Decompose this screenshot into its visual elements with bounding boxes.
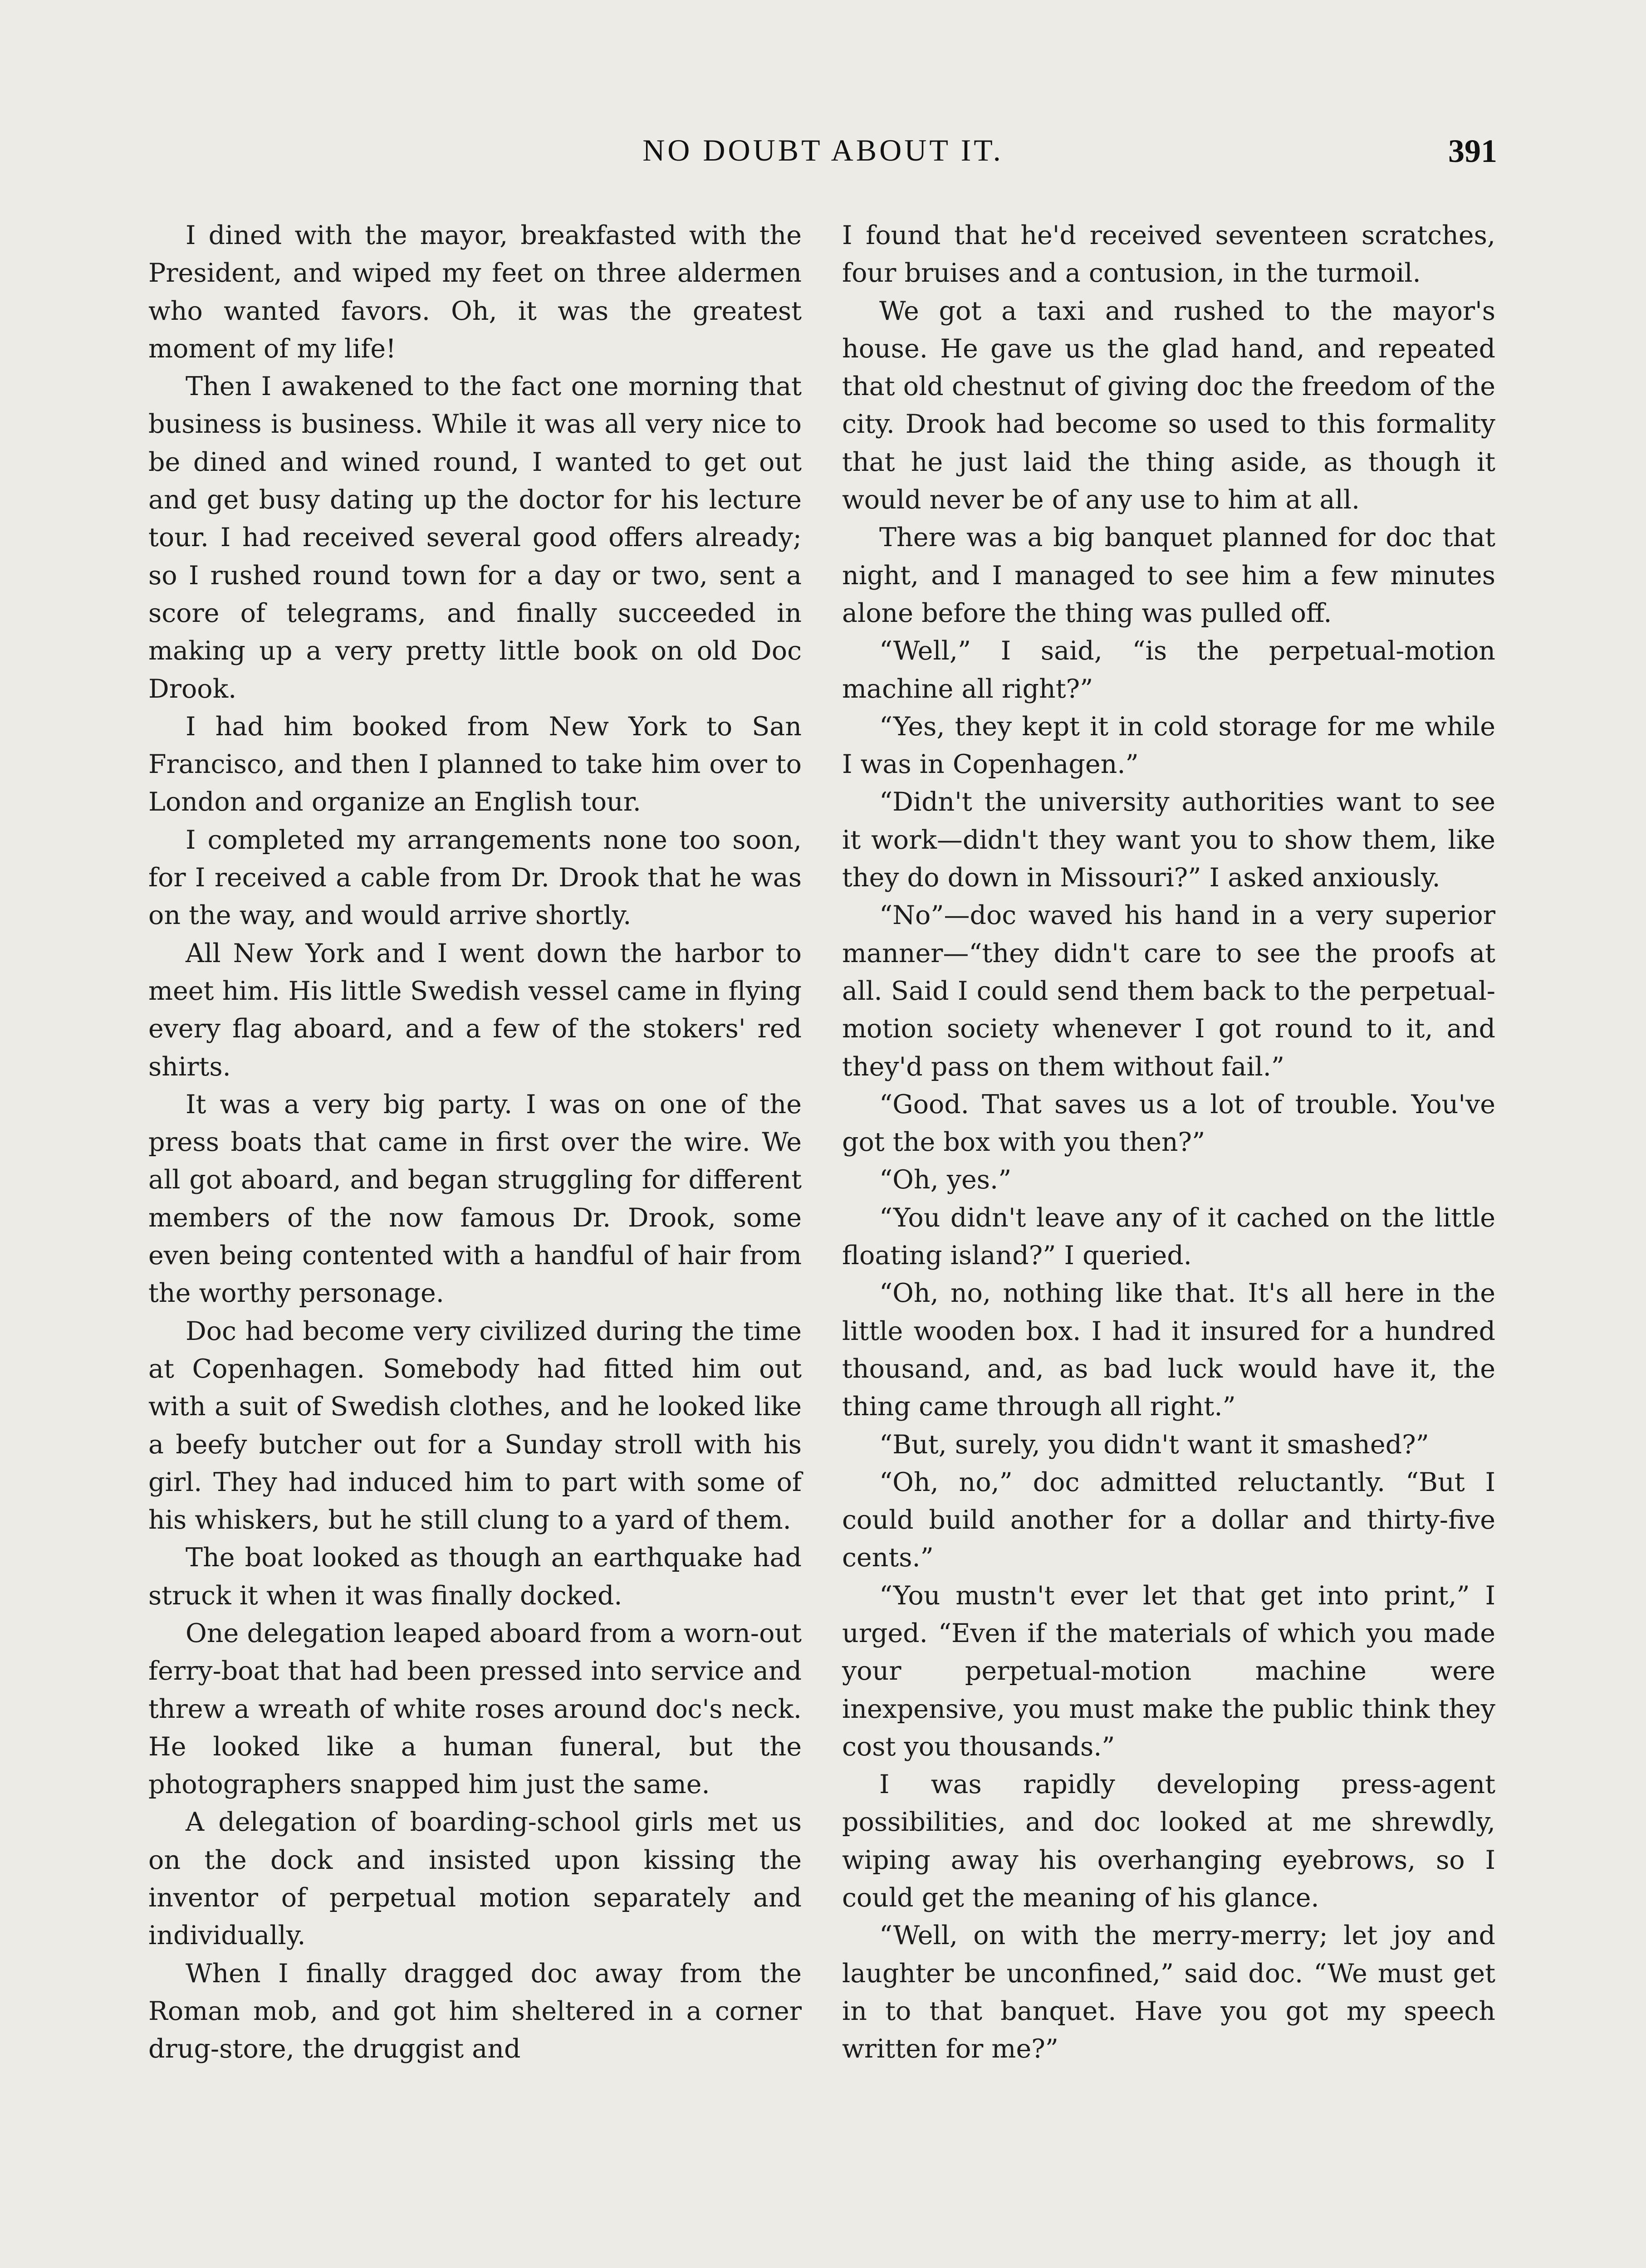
paragraph: There was a big banquet planned for doc that night, and I managed to see him a few minutes alone before the thing was pulled off. [842,523,1495,628]
paragraph: I completed my arrangements none too soon, for I received a cable from Dr. Drook that he was on the way, and would arrive shortly. [148,825,802,931]
paragraph: “Didn't the university authorities want to see it work—didn't they want you to show them, like they do down in Missouri?” I asked anxiously. [842,787,1495,893]
paragraph: “You didn't leave any of it cached on the little floating island?” I queried. [842,1202,1495,1271]
paragraph: “But, surely, you didn't want it smashed?” [879,1429,1429,1460]
paragraph: All New York and I went down the harbor to meet him. His little Swedish vessel came in flying every flag aboard, and a few of the stokers' red shirts. [148,938,802,1082]
paragraph: “Well,” I said, “is the perpetual-motion machine all right?” [842,636,1495,704]
paragraph: “Oh, yes.” [879,1165,1012,1195]
paragraph: “You mustn't ever let that get into print,” I urged. “Even if the materials of which you made your perpetual-motion machine were inexpensive, you must make the public think they cost you thousands.” [842,1580,1495,1762]
paragraph: I dined with the mayor, breakfasted with the President, and wiped my feet on three aldermen who wanted favors. Oh, it was the greatest moment of my life! [148,220,802,364]
page-number: 391 [1448,133,1497,169]
paragraph: “Oh, no, nothing like that. It's all here in the little wooden box. I had it insured for a hundred thousand, and, as bad luck would have it, the thing came through all right.” [842,1278,1495,1422]
paragraph: One delegation leaped aboard from a worn-out ferry-boat that had been pressed into service and threw a wreath of white roses around doc's neck. He looked like a human funeral, but the photographers snapped him just the same. [148,1618,802,1800]
paragraph-continuation: I found that he'd received seventeen scratches, four bruises and a contusion, in the turmoil. [842,220,1495,288]
paragraph: “Oh, no,” doc admitted reluctantly. “But I could build another for a dollar and thirty-five cents.” [842,1467,1495,1573]
running-title: NO DOUBT ABOUT IT. [642,133,1004,167]
paragraph: “Well, on with the merry-merry; let joy and laughter be unconfined,” said doc. “We must get in to that banquet. Have you got my speech written for me?” [842,1921,1495,2064]
paragraph: I was rapidly developing press-agent possibilities, and doc looked at me shrewdly, wiping away his overhanging eyebrows, so I could get the meaning of his glance. [842,1769,1495,1913]
left-column [148,217,802,2068]
paragraph: We got a taxi and rushed to the mayor's house. He gave us the glad hand, and repeated that old chestnut of giving doc the freedom of the city. Drook had become so used to this formality that he just laid the thing aside, as though it would never be of any use to him at all. [842,296,1495,515]
right-column [842,217,1495,2068]
paragraph: Then I awakened to the fact one morning that business is business. While it was all very nice to be dined and wined round, I wanted to get out and get busy dating up the doctor for his lecture tour. I had received several good offers already; so I rushed round town for a day or two, sent a score of telegrams, and finally succeeded in making up a very pretty little book on old Doc Drook. [148,371,802,704]
paragraph: “No”—doc waved his hand in a very superior manner—“they didn't care to see the proofs at all. Said I could send them back to the perpetual-motion society whenever I got round to it, and they'd pass on them without fail.” [842,900,1495,1082]
paragraph: I had him booked from New York to San Francisco, and then I planned to take him over to London and organize an English tour. [148,711,802,817]
paragraph: The boat looked as though an earthquake had struck it when it was finally docked. [148,1543,802,1611]
paragraph: It was a very big party. I was on one of the press boats that came in first over the wire. We all got aboard, and began struggling for different members of the now famous Dr. Drook, some even being contented with a handful of hair from the worthy personage. [148,1089,802,1309]
paragraph: “Good. That saves us a lot of trouble. You've got the box with you then?” [842,1089,1495,1158]
page-header [149,132,1497,173]
paragraph: “Yes, they kept it in cold storage for me while I was in Copenhagen.” [842,711,1495,780]
paragraph: When I finally dragged doc away from the Roman mob, and got him sheltered in a corner drug-store, the druggist and [148,1958,802,2064]
paragraph: A delegation of boarding-school girls met us on the dock and insisted upon kissing the inventor of perpetual motion separately and individually. [148,1807,802,1951]
paragraph: Doc had become very civilized during the time at Copenhagen. Somebody had fitted him out with a suit of Swedish clothes, and he looked like a beefy butcher out for a Sunday stroll with his girl. They had induced him to part with some of his whiskers, but he still clung to a yard of them. [148,1316,802,1535]
